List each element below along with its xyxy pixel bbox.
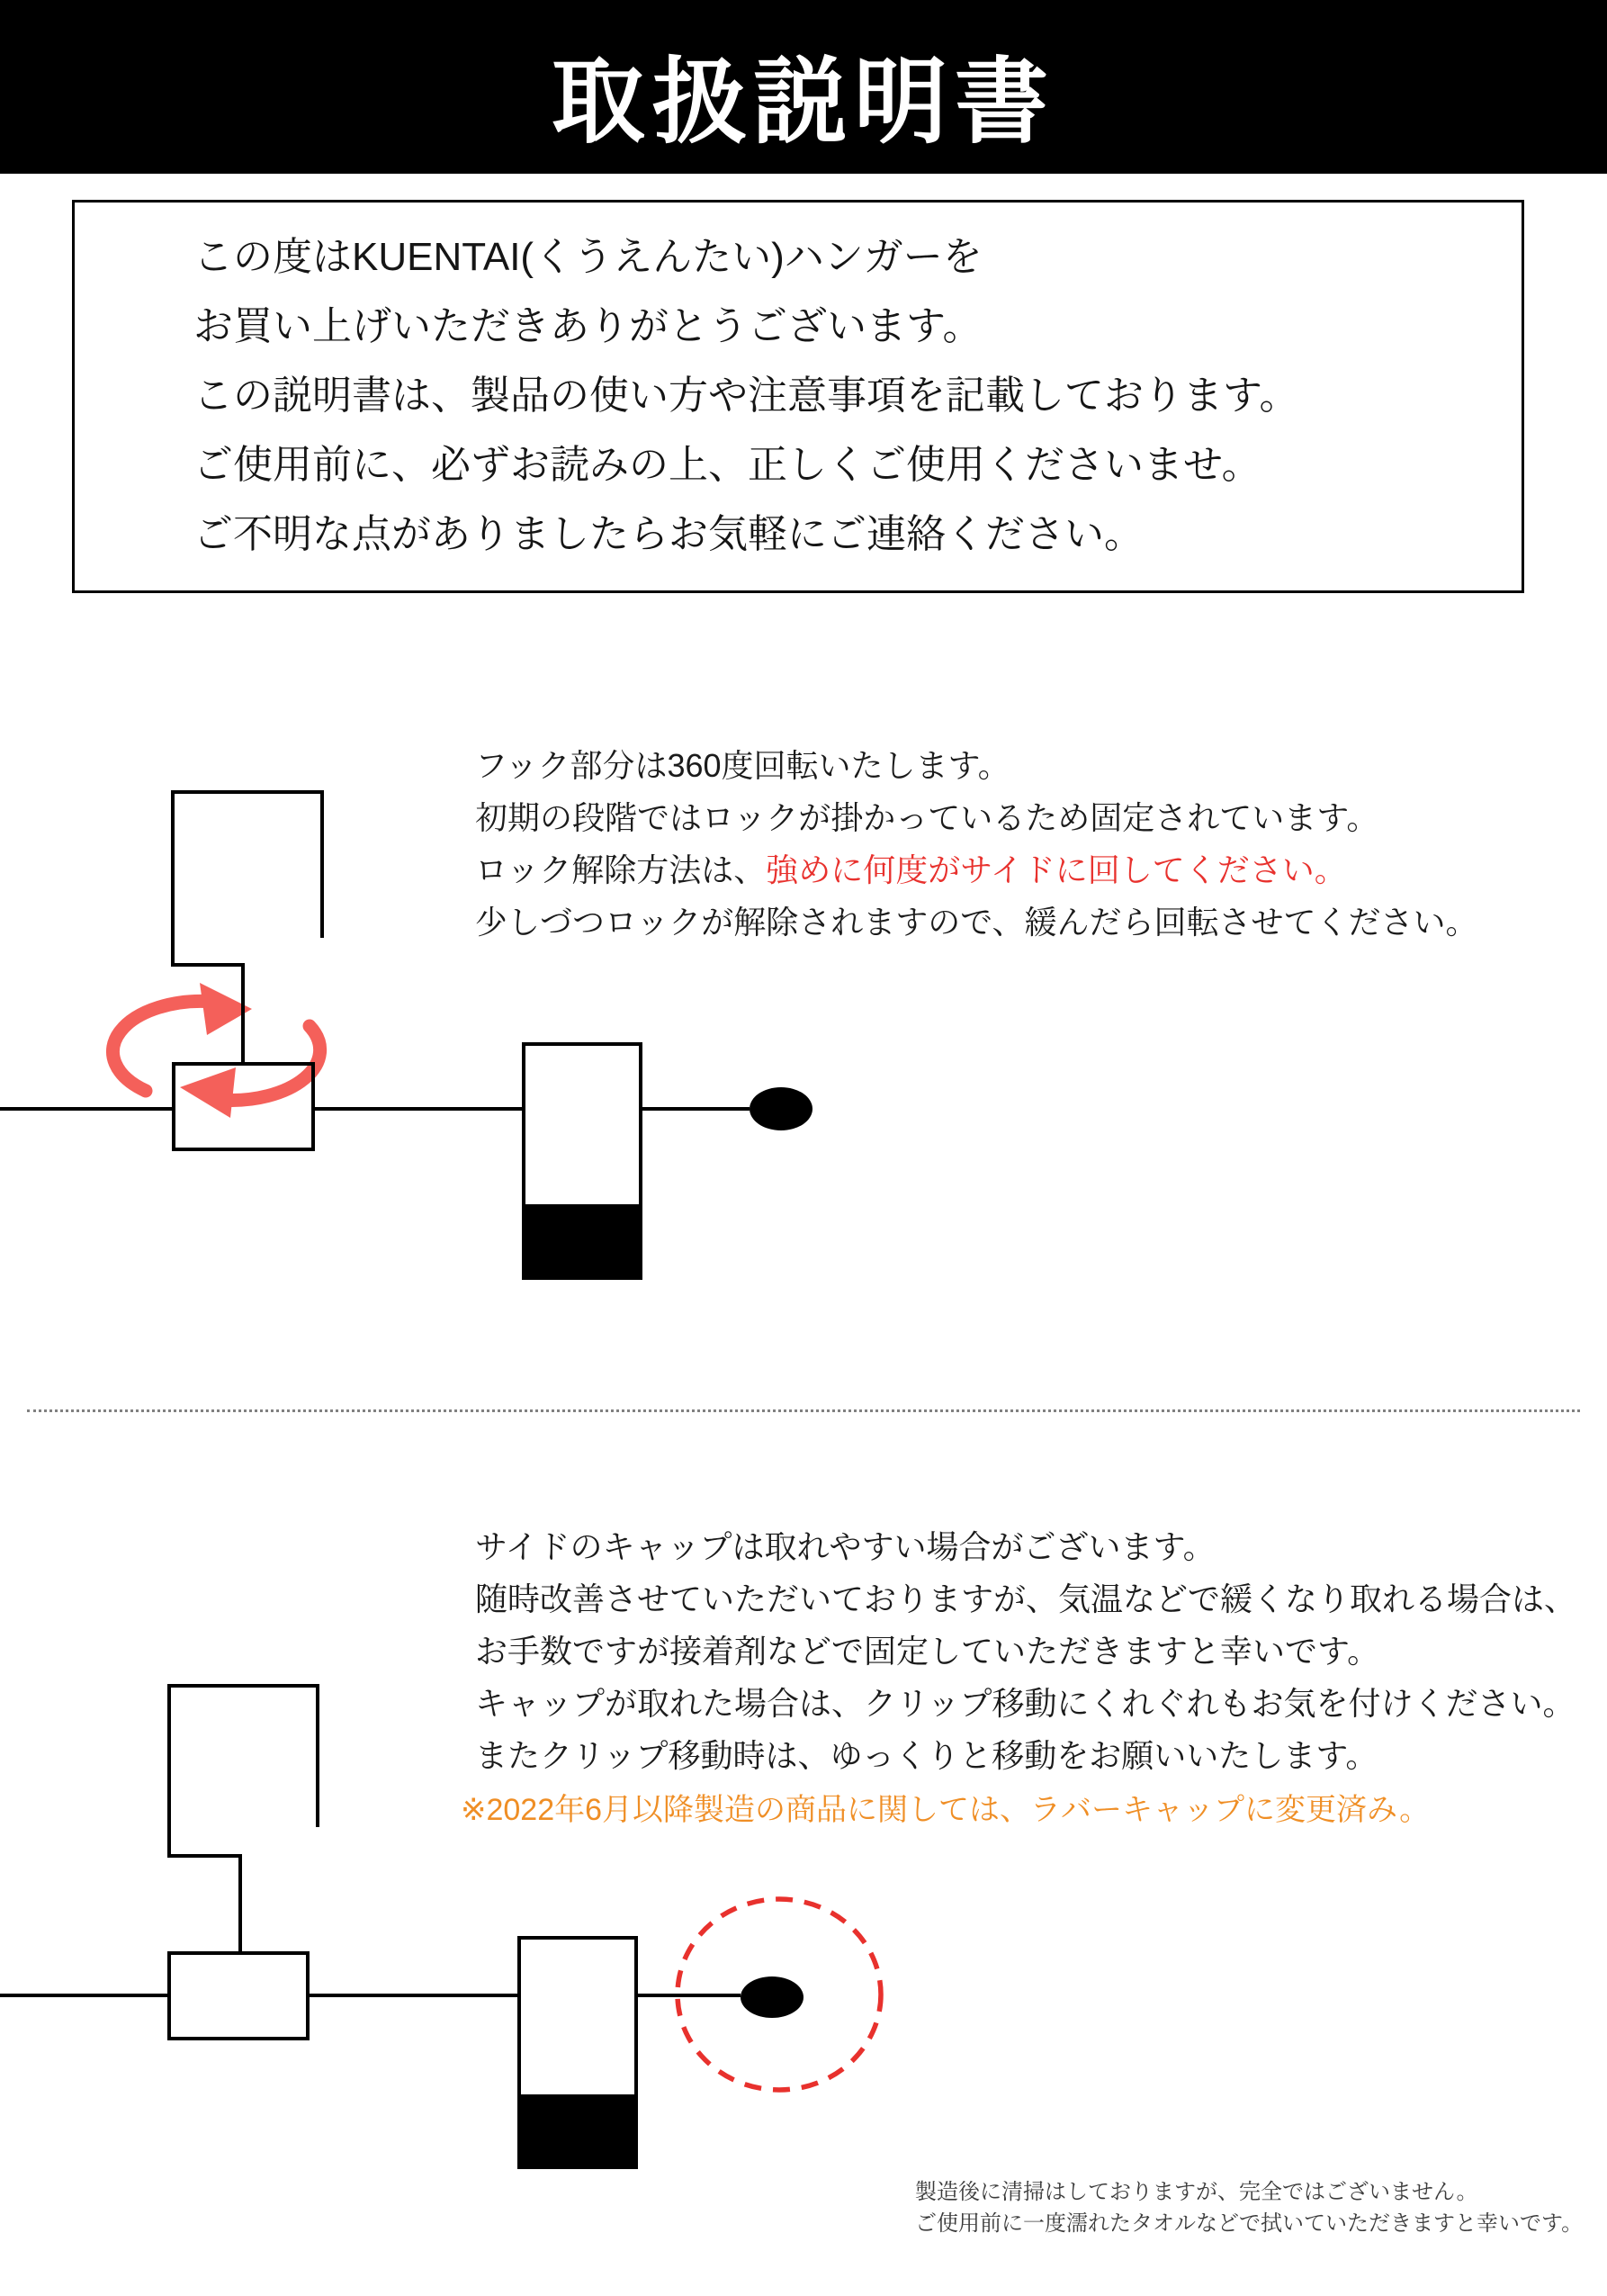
swivel-joint-box-2 [169,1953,308,2039]
hanger-hook-outline-2 [169,1686,318,1955]
clip-pad [524,1204,641,1278]
intro-line: ご使用前に、必ずお読みの上、正しくご使用くださいませ。 [193,443,1261,487]
cleaning-note-line: ご使用前に一度濡れたタオルなどで拭いていただきますと幸いです。 [915,2211,1584,2236]
hanger-hook-outline [173,792,322,1066]
section-text-line: 初期の段階ではロックが掛かっているため固定されています。 [475,799,1379,836]
intro-text [193,222,1298,569]
cleaning-note [915,2176,1583,2239]
section-text-line: またクリップ移動時は、ゆっくりと移動をお願いいたします。 [475,1737,1378,1774]
intro-line: この説明書は、製品の使い方や注意事項を記載しております。 [193,374,1299,418]
dotted-divider [27,1409,1580,1412]
cleaning-note-line: 製造後に清掃はしておりますが、完全ではございません。 [915,2180,1478,2204]
side-cap-diagram [0,1674,900,2196]
hook-rotation-diagram [0,774,855,1296]
side-cap-2 [741,1976,804,2018]
section-text-line: 随時改善させていただいておりますが、気温などで緩くなり取れる場合は、 [475,1580,1577,1617]
section-text-line: フック部分は360度回転いたします。 [475,747,1010,784]
section-text-line: サイドのキャップは取れやすい場合がございます。 [475,1528,1216,1565]
header-bar [0,0,1607,174]
lock-release-label: ロック解除方法は、 [475,851,767,888]
intro-line: この度はKUENTAI(くうえんたい)ハンガーを [193,235,983,279]
intro-line: ご不明な点がありましたらお気軽にご連絡ください。 [193,512,1144,556]
clip-pad-2 [519,2094,636,2167]
intro-box [72,200,1524,593]
side-cap [750,1087,812,1130]
page-title: 取扱説明書 [551,50,1055,155]
intro-line: お買い上げいただきありがとうございます。 [193,304,983,348]
section-text-line: キャップが取れた場合は、クリップ移動にくれぐれもお気を付けください。 [475,1685,1576,1722]
section-text-line: お手数ですが接着剤などで固定していただきますと幸いです。 [475,1633,1380,1670]
production-note: ※2022年6月以降製造の商品に関しては、ラバーキャップに変更済み。 [461,1793,1431,1827]
section-text-line: 少しづつロックが解除されますので、緩んだら回転させてください。 [475,904,1478,941]
warning-text: 強めに何度がサイドに回してください。 [766,851,1347,888]
